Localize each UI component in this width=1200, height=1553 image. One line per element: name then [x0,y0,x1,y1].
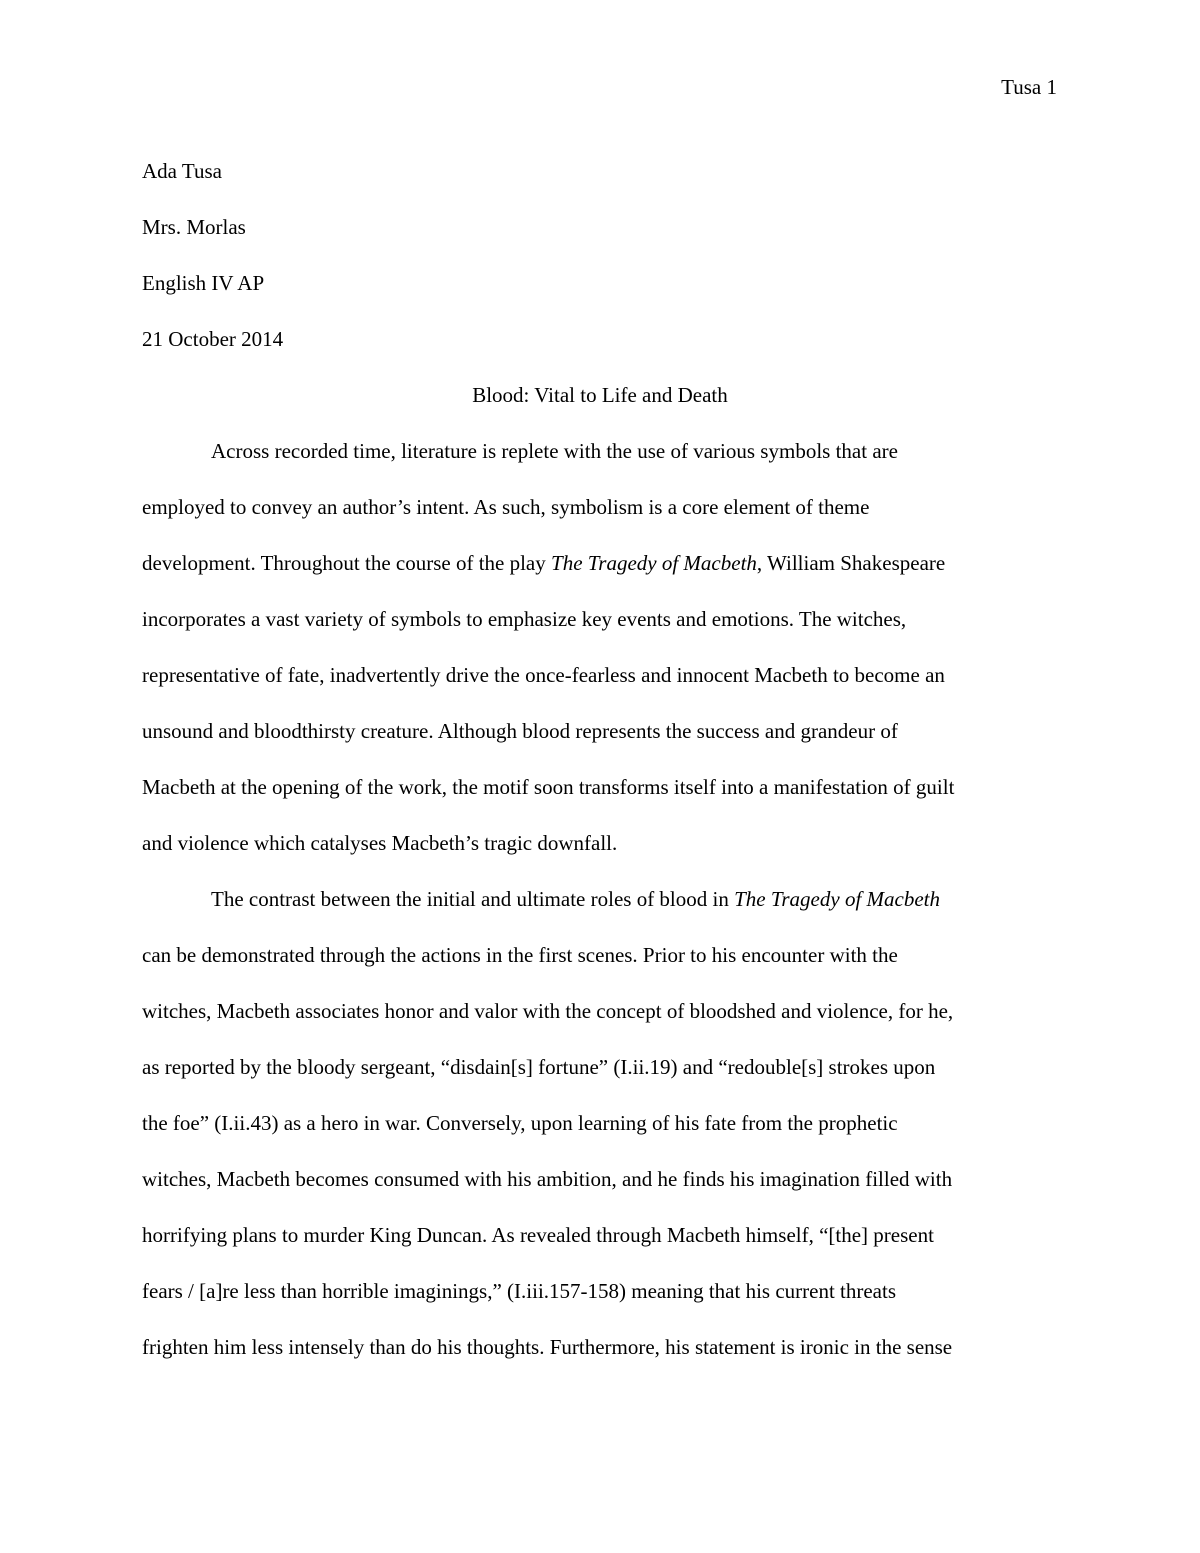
paragraph-2-line-1 [142,871,1058,927]
play-title-italic: The Tragedy of Macbeth [551,551,757,575]
teacher-name: Mrs. Morlas [142,215,246,239]
running-head: Tusa 1 [1001,75,1057,99]
paragraph-2-line-9: frighten him less intensely than do his thoughts. Furthermore, his statement is ironic in the sense [142,1335,953,1359]
paragraph-1-line-7: Macbeth at the opening of the work, the motif soon transforms itself into a manifestation of guilt [142,775,955,799]
paragraph-2-line-3: witches, Macbeth associates honor and valor with the concept of bloodshed and violence, for he, [142,999,954,1023]
paragraph-2-line-2: can be demonstrated through the actions in the first scenes. Prior to his encounter with the [142,943,898,967]
paragraph-2-line-6: witches, Macbeth becomes consumed with his ambition, and he finds his imagination filled with [142,1167,953,1191]
paragraph-2-line-1-text: The contrast between the initial and ultimate roles of blood in [211,887,735,911]
essay-date: 21 October 2014 [142,327,284,351]
course-name: English IV AP [142,271,265,295]
student-name: Ada Tusa [142,159,222,183]
paragraph-1-line-8: and violence which catalyses Macbeth’s tragic downfall. [142,831,618,855]
paragraph-1-line-6: unsound and bloodthirsty creature. Although blood represents the success and grandeur of [142,719,898,743]
paragraph-1-line-3 [142,535,1058,591]
essay-title: Blood: Vital to Life and Death [472,383,728,407]
paragraph-1-line-3-tail: , William Shakespeare [756,551,946,575]
paragraph-2-line-8: fears / [a]re less than horrible imaginings,” (I.iii.157-158) meaning that his current threats [142,1279,897,1303]
paragraph-2-line-5: the foe” (I.ii.43) as a hero in war. Conversely, upon learning of his fate from the prophetic [142,1111,898,1135]
essay-body [142,143,1058,1375]
play-title-italic: The Tragedy of Macbeth [734,887,940,911]
paragraph-2-line-7: horrifying plans to murder King Duncan. As revealed through Macbeth himself, “[the] present [142,1223,934,1247]
paragraph-1-line-3-text: development. Throughout the course of the play [142,551,552,575]
paragraph-1-line-5: representative of fate, inadvertently drive the once-fearless and innocent Macbeth to become an [142,663,945,687]
paragraph-1-line-4: incorporates a vast variety of symbols to emphasize key events and emotions. The witches, [142,607,907,631]
paragraph-1-line-2: employed to convey an author’s intent. As such, symbolism is a core element of theme [142,495,870,519]
paragraph-1-line-1: Across recorded time, literature is replete with the use of various symbols that are [211,439,898,463]
paragraph-2-line-4: as reported by the bloody sergeant, “disdain[s] fortune” (I.ii.19) and “redouble[s] strokes upon [142,1055,936,1079]
